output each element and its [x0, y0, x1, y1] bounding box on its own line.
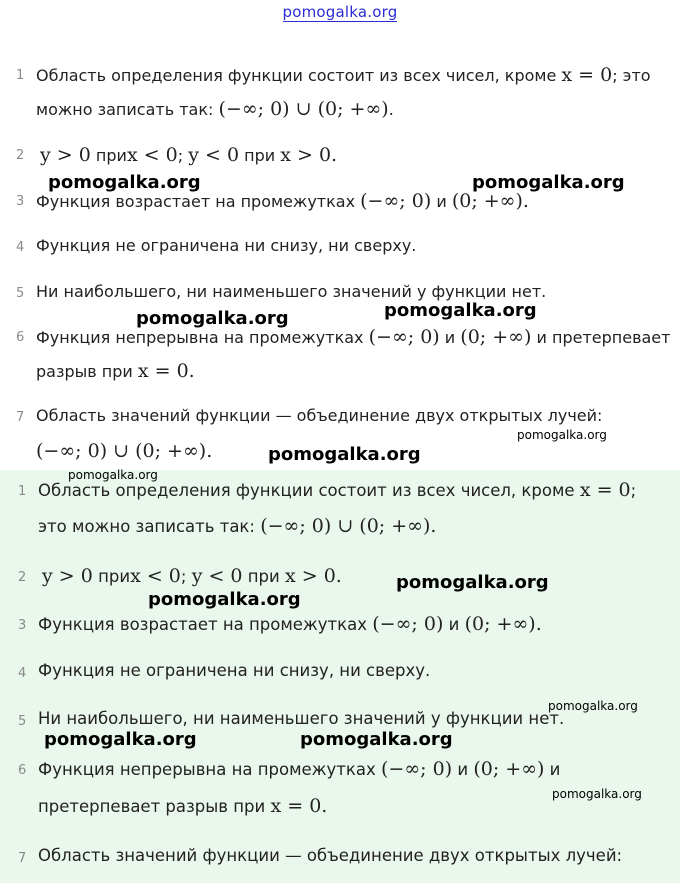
item-text: разрыв при x = 0. — [36, 360, 195, 382]
watermark: pomogalka.org — [552, 787, 642, 801]
watermark: pomogalka.org — [517, 428, 607, 442]
watermark: pomogalka.org — [68, 468, 158, 482]
item-number: 6 — [16, 330, 25, 345]
watermark: pomogalka.org — [384, 300, 537, 321]
solution-list-bottom — [0, 470, 680, 883]
solution-list-top — [0, 24, 680, 470]
item-text: это можно записать так: (−∞; 0) ∪ (0; +∞). — [38, 515, 437, 537]
item-number: 3 — [16, 194, 25, 209]
item-text: можно записать так: (−∞; 0) ∪ (0; +∞). — [36, 98, 394, 120]
item-text: y > 0 приx < 0; y < 0 при x > 0. — [42, 565, 342, 587]
item-number: 7 — [16, 410, 25, 425]
watermark: pomogalka.org — [136, 308, 289, 329]
item-text: претерпевает разрыв при x = 0. — [38, 795, 328, 817]
watermark: pomogalka.org — [472, 172, 625, 193]
item-text: Область определения функции состоит из всех чисел, кроме x = 0; — [38, 479, 637, 501]
item-text: Область значений функции — объединение двух открытых лучей: — [38, 846, 623, 865]
item-text: Ни наибольшего, ни наименьшего значений у функции нет. — [36, 282, 547, 301]
item-number: 6 — [18, 763, 27, 778]
item-number: 7 — [18, 851, 27, 866]
item-number: 2 — [16, 148, 25, 163]
item-text: Ни наибольшего, ни наименьшего значений у функции нет. — [38, 709, 565, 728]
item-text: Функция возрастает на промежутках (−∞; 0) и (0; +∞). — [38, 613, 542, 635]
item-number: 3 — [18, 618, 27, 633]
watermark: pomogalka.org — [48, 172, 201, 193]
watermark: pomogalka.org — [268, 444, 421, 465]
item-text: Область определения функции состоит из всех чисел, кроме x = 0; это — [36, 64, 651, 86]
item-text: Функция не ограничена ни снизу, ни сверху. — [36, 236, 417, 255]
item-text: Функция непрерывна на промежутках (−∞; 0) и (0; +∞) и претерпевает — [36, 326, 671, 348]
item-number: 1 — [16, 68, 25, 83]
item-text: Функция непрерывна на промежутках (−∞; 0) и (0; +∞) и — [38, 758, 561, 780]
watermark: pomogalka.org — [396, 572, 549, 593]
item-text: Функция возрастает на промежутках (−∞; 0) и (0; +∞). — [36, 190, 529, 212]
item-number: 1 — [18, 484, 27, 499]
item-number: 4 — [18, 666, 27, 681]
item-text: Функция не ограничена ни снизу, ни сверху. — [38, 661, 431, 680]
site-header-link[interactable] — [0, 0, 680, 24]
item-number: 5 — [18, 714, 27, 729]
watermark: pomogalka.org — [44, 729, 197, 750]
item-text: Область значений функции — объединение двух открытых лучей: — [36, 406, 603, 425]
item-number: 5 — [16, 286, 25, 301]
item-text: y > 0 приx < 0; y < 0 при x > 0. — [40, 144, 338, 166]
watermark: pomogalka.org — [300, 729, 453, 750]
item-text: (−∞; 0) ∪ (0; +∞). — [36, 440, 213, 462]
item-number: 2 — [18, 570, 27, 585]
site-name[interactable]: pomogalka.org — [282, 3, 398, 21]
watermark: pomogalka.org — [548, 699, 638, 713]
item-number: 4 — [16, 240, 25, 255]
watermark: pomogalka.org — [148, 589, 301, 610]
